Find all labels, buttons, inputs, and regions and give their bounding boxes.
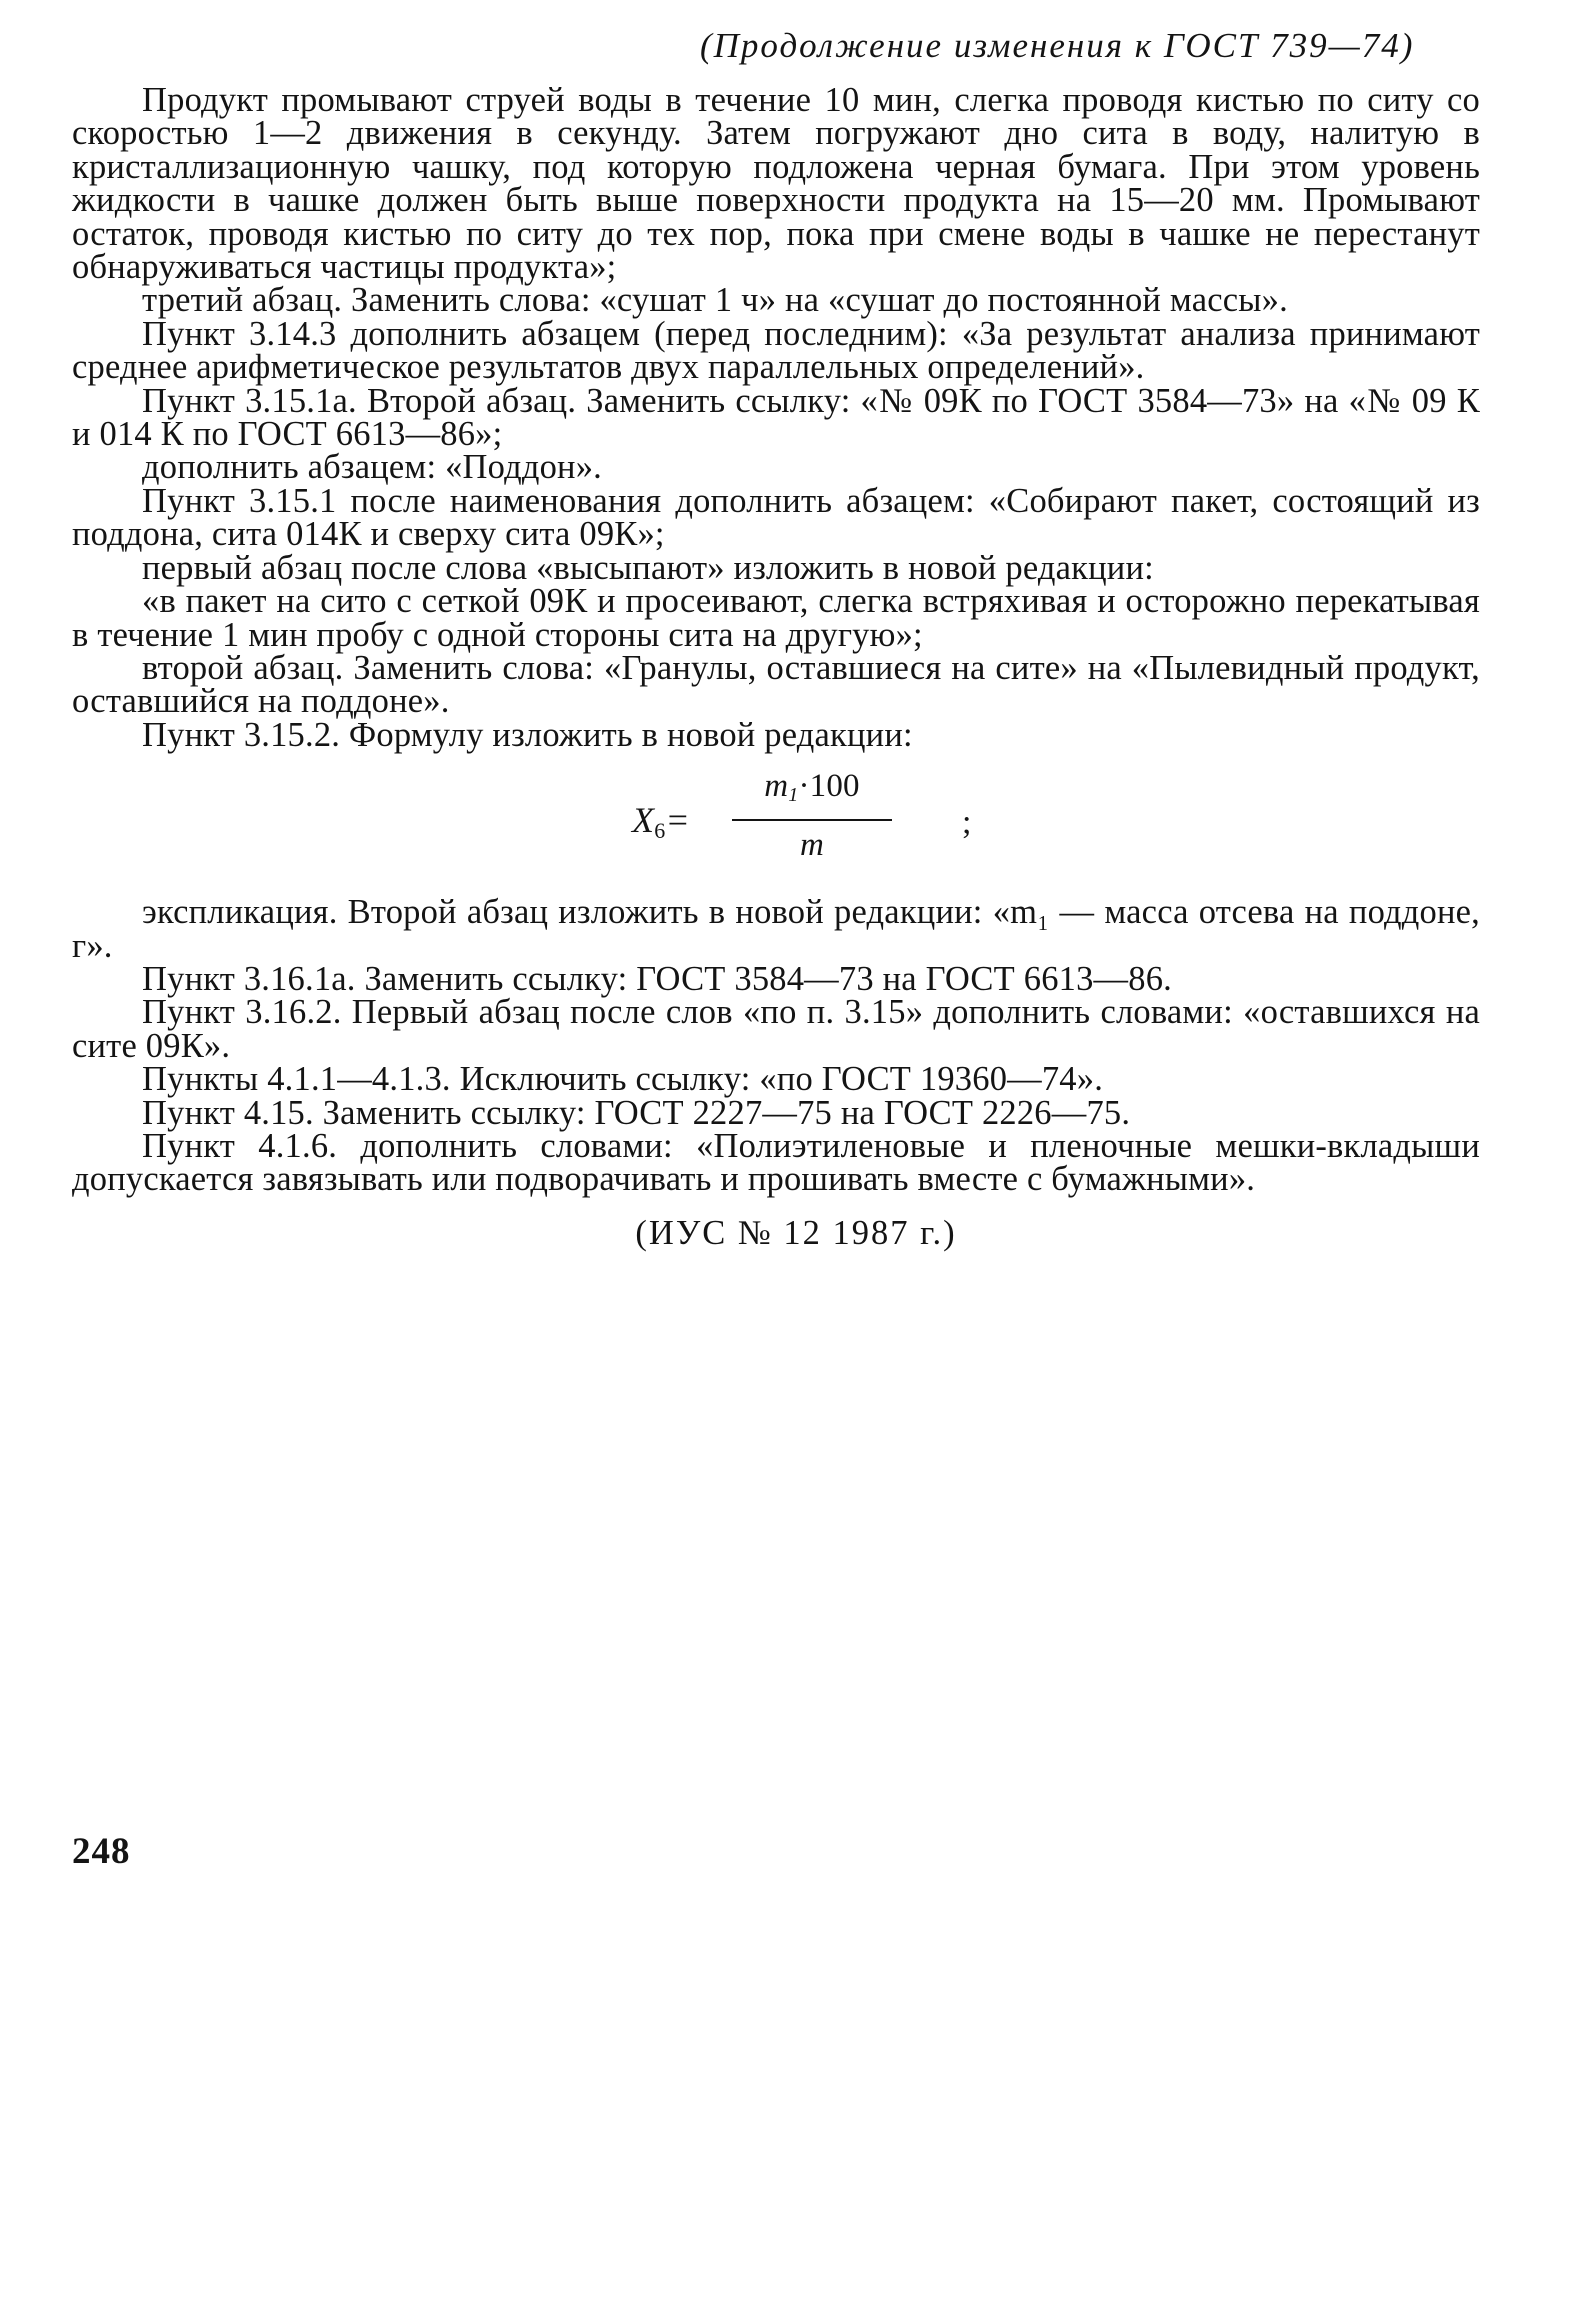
paragraph-5: дополнить абзацем: «Поддон». xyxy=(142,448,602,487)
formula-num-sub: 1 xyxy=(788,784,799,807)
paragraph-6: Пункт 3.15.1 после наименования дополнить абзацем: «Собирают пакет, состоящий из поддона, сита 014К и сверху сита 09К»; xyxy=(72,481,1480,554)
paragraph-4: Пункт 3.15.1а. Второй абзац. Заменить ссылку: «№ 09К по ГОСТ 3584—73» на «№ 09 К и 014 К по ГОСТ 6613—86»; xyxy=(72,381,1480,454)
paragraph-2: третий абзац. Заменить слова: «сушат 1 ч» на «сушат до постоянной массы». xyxy=(142,281,1288,320)
paragraph-1: Продукт промывают струей воды в течение 10 мин, слегка проводя кистью по ситу со скоростью 1—2 движения в секунду. Затем погружают дно сита в воду, налитую в кристаллизационную чашку, под которую подложена черная бумага. При этом уровень жидкости в чашке должен быть выше поверхности продукта на 15—20 мм. Промывают остаток, проводя кистью по ситу до тех пор, пока при смене воды в чашке не перестанут обнаруживаться частицы продукта»; xyxy=(72,81,1480,287)
page-number: 248 xyxy=(72,1831,131,1872)
paragraph-15: Пункт 4.15. Заменить ссылку: ГОСТ 2227—75 на ГОСТ 2226—75. xyxy=(142,1093,1131,1132)
formula-denominator: m xyxy=(799,827,825,864)
paragraph-13: Пункт 3.16.2. Первый абзац после слов «по п. 3.15» дополнить словами: «оставшихся на сите 09К». xyxy=(72,993,1480,1065)
paragraph-3: Пункт 3.14.3 дополнить абзацем (перед последним): «За результат анализа принимают среднее арифметическое результатов двух параллельных определений». xyxy=(72,314,1480,387)
source-note: (ИУС № 12 1987 г.) xyxy=(635,1213,957,1252)
formula-lhs-var: X xyxy=(632,800,655,841)
paragraph-12: Пункт 3.16.1а. Заменить ссылку: ГОСТ 3584—73 на ГОСТ 6613—86. xyxy=(142,959,1172,998)
paragraph-8: «в пакет на сито с сеткой 09К и просеивают, слегка встряхивая и осторожно перекатывая в течение 1 мин пробу с одной стороны сита на другую»; xyxy=(72,582,1480,654)
running-header: (Продолжение изменения к ГОСТ 739—74) xyxy=(700,26,1415,65)
paragraph-7: первый абзац после слова «высыпают» изложить в новой редакции: xyxy=(142,548,1154,587)
paragraph-16: Пункт 4.1.6. дополнить словами: «Полиэтиленовые и пленочные мешки-вкладыши допускается завязывать или подворачивать и прошивать вместе с бумажными». xyxy=(72,1126,1480,1199)
formula-numerator xyxy=(732,766,892,815)
formula-lhs-sub: 6 xyxy=(654,818,666,844)
paragraph-10: Пункт 3.15.2. Формулу изложить в новой редакции: xyxy=(142,715,913,754)
formula-fraction xyxy=(732,766,892,863)
formula-num-var-letter: m xyxy=(764,768,789,805)
formula-lhs xyxy=(632,800,690,847)
body-text xyxy=(72,81,1480,1252)
paragraph-11: экспликация. Второй абзац изложить в новой редакции: «m₁ — масса отсева на поддоне, г». xyxy=(72,893,1480,965)
formula-semicolon: ; xyxy=(962,804,972,842)
paragraph-9: второй абзац. Заменить слова: «Гранулы, оставшиеся на сите» на «Пылевидный продукт, оставшийся на поддоне». xyxy=(72,648,1480,721)
paragraph-14: Пункты 4.1.1—4.1.3. Исключить ссылку: «по ГОСТ 19360—74». xyxy=(142,1060,1104,1099)
fraction-bar xyxy=(732,819,892,821)
formula-equals: = xyxy=(665,800,690,841)
formula-num-rest: ·100 xyxy=(798,768,860,805)
formula-num-var xyxy=(764,768,799,807)
formula xyxy=(72,756,1480,896)
